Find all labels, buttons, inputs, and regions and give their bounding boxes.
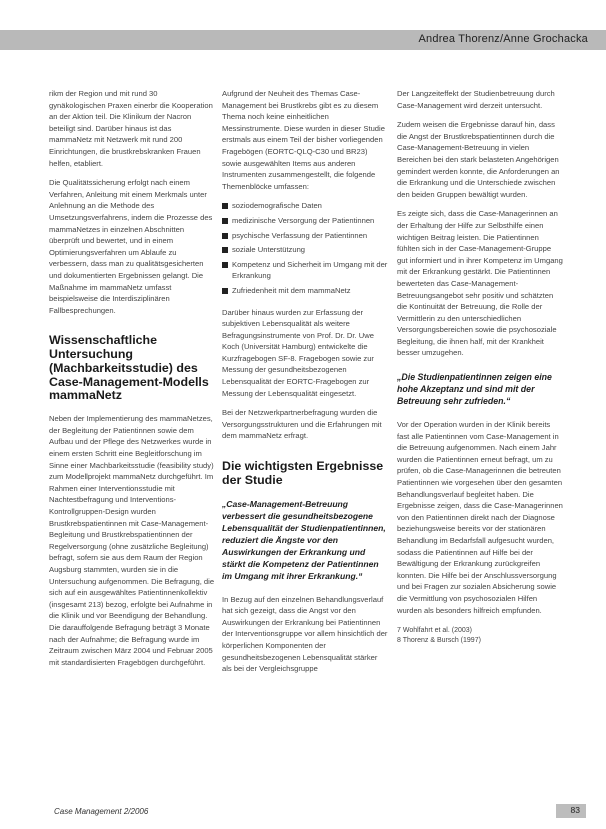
paragraph: Bei der Netzwerkpartnerbefragung wurden die Versorgungsstrukturen und die Erfahrungen mit dem mammaNetz erfragt.	[222, 408, 382, 441]
paragraph: Zudem weisen die Ergebnisse darauf hin, dass die Angst der Brustkrebspatientinnen durch die Case-Management-Betreuung in vielen Bereichen bei den stark belasteten Angehörigen gemindert werden konnte, die Anforderungen an die Erkrankung und die Unterschiede zwischen den beiden Gruppen bewältigt wurden.	[397, 120, 560, 199]
list-item: soziodemografische Daten	[222, 200, 388, 212]
paragraph: In Bezug auf den einzelnen Behandlungsverlauf hat sich gezeigt, dass die Angst vor den Auswirkungen der Erkrankung bei Patientinnen der Interventionsgruppe vor allem hinsichtlich der körperlichen Komponenten der gesundheitsbezogenen Lebensqualität stärker als bei der Vergleichsgruppe	[222, 594, 388, 674]
running-header-bar	[0, 30, 606, 50]
list-item: Kompetenz und Sicherheit im Umgang mit der Erkrankung	[222, 259, 388, 282]
text-column-1	[49, 88, 215, 676]
footnote: 8 Thorenz & Bursch (1997)	[397, 637, 481, 645]
section-heading: Wissenschaftliche Untersuchung (Machbarkeitsstudie) des Case-Management-Modells mammaNetz	[49, 333, 209, 403]
section-heading: Die wichtigsten Ergebnisse der Studie	[222, 459, 384, 487]
running-header-authors: Andrea Thorenz/Anne Grochacka	[418, 33, 588, 45]
text-column-3	[397, 88, 563, 646]
list-item: soziale Unterstützung	[222, 244, 388, 256]
footnote: 7 Wohlfahrt et al. (2003)	[397, 627, 472, 635]
paragraph: Der Langzeiteffekt der Studienbetreuung durch Case-Management wird derzeit untersucht.	[397, 89, 555, 110]
footer-journal-title: Case Management 2/2006	[54, 807, 149, 816]
paragraph: Vor der Operation wurden in der Klinik bereits fast alle Patientinnen vom Case-Management in die Betreuung aufgenommen. Nach einem Jahr wurden die Patientinnen erneut befragt, um zu prüfen, ob die Case-Managerinnen die betreuten Patientinnen wie vorgesehen über den gesamten Behandlungsverlauf begleitet haben. Die Ergebnisse zeigen, dass die Case-Managerinnen von den Patientinnen direkt nach der Diagnose beziehungsweise bereits vor der stationären Behandlung im Bedarfsfall aufgesucht wurden, sodass die Patientinnen auf Hilfe bei der Bewältigung der Erkrankung zurückgreifen konnten. Die Hilfe bei der Anschlussversorgung und bei Fragen zur sozialen Absicherung sowie die Vermittlung von psychosozialen Hilfen wurden als besonders hilfreich empfunden.	[397, 420, 563, 615]
paragraph: Die Qualitätssicherung erfolgt nach einem Verfahren, Anleitung mit einem Merkmals unter Anlehnung an die Methode des Umsetzungsverfahrens, indem die Prozesse des mammaNetzes in einzelnen Abschnitten überprüft und bewertet, und in einem Optimierungsverfahren um Ablaufe zu verbessern, dass man zu qualitätsgesicherten und dokumentierten Ergebnissen gelangt. Die Maßnahme im mammaNetz umfasst beispielsweise die Interdisziplinären Fallbesprechungen.	[49, 178, 213, 315]
page-number: 83	[570, 805, 580, 815]
paragraph: Es zeigte sich, dass die Case-Managerinnen an der Erhaltung der Hilfe zur Selbsthilfe einen wichtigen Beitrag leisten. Die Patientinnen fühlten sich in der Case-Management-Gruppe gut informiert und in ihrer Kompetenz im Umgang mit der Erkrankung gestärkt. Die Patientinnen bewerteten das Case-Management-Betreuungsangebot sehr positiv und schätzten die Kontinuität der Betreuung, die Rolle der Vermittlerin zu den unterschiedlichen Versorgungsbereichen sowie die psychosoziale Begleitung, die ihnen half, mit der Krankheit besser umzugehen.	[397, 209, 563, 358]
paragraph: Darüber hinaus wurden zur Erfassung der subjektiven Lebensqualität als weitere Befragungsinstrumente von Prof. Dr. Dr. Uwe Koch (Universität Hamburg) entwickelte die Kurzfragebogen SF-8. Fragebogen sowie zur Messung der gesundheitsbezogenen Lebensqualität der EORTC-Fragebogen zur Messung der Lebensqualität eingesetzt.	[222, 307, 374, 398]
list-item: Zufriedenheit mit dem mammaNetz	[222, 285, 388, 297]
pull-quote: „Die Studienpatientinnen zeigen eine hohe Akzeptanz und sind mit der Betreuung sehr zufrieden.“	[397, 372, 552, 407]
text-column-2	[222, 88, 388, 683]
callout-quote: „Case-Management-Betreuung verbessert die gesundheitsbezogene Lebensqualität der Studienpatientinnen, reduziert die Ängste vor den Auswirkungen der Erkrankung und stärkt die Kompetenz der Patientinnen im Umgang mit ihrer Erkrankung.“	[222, 498, 386, 581]
list-item: medizinische Versorgung der Patientinnen	[222, 215, 388, 227]
paragraph: Neben der Implementierung des mammaNetzes, der Begleitung der Patientinnen sowie dem Aufbau und der Pflege des Netzwerkes wurde in einem ersten Schritt eine Begleitforschung im Sinne einer Machbarkeitsstudie (feasibility study) zum Modellprojekt mammaNetz durchgeführt. Im Rahmen einer Interventionsstudie mit Nachtestbefragung und Interventions-Kontrollgruppen-Design wurden Brustkrebspatientinnen mit Case-Management-Begleitung und Brustkrebspatientinnen der Regelversorgung (ohne zusätzliche Begleitung) befragt, sofern sie aus dem Raum der Region Augsburg stammten, wurden sie in die Untersuchung aufgenommen. Die Befragung, die sich auf ein ausgewähltes Patientinnenkollektiv (insgesamt 213) bezog, erfolgte bei Aufnahme in die Klinik und vor Beendigung der Behandlung. Die darauffolgende Befragung beträgt 3 Monate nach der Aufnahme; die Befragung wurde im Zeitraum zwischen März 2004 und Februar 2005 mit standardisierten Fragebögen durchgeführt.	[49, 414, 215, 667]
paragraph: Aufgrund der Neuheit des Themas Case-Management bei Brustkrebs gibt es zu diesem Thema noch keine einheitlichen Messinstrumente. Diese wurden in dieser Studie erstmals aus einem Teil der bisher vorliegenden Fragebögen (EORTC-QLQ-C30 und BR23) sowie ausgewählten Items aus anderen Instrumenten zusammengestellt, die folgende Themenblöcke umfassen:	[222, 89, 385, 191]
page-number-box	[556, 804, 586, 818]
paragraph: rikm der Region und mit rund 30 gynäkologischen Praxen einerbr die Kooperation an der Aktion teil. Die Klinikum der Nacron beteiligt sind. Darüber hinaus ist das mammaNetz mit Netzwerk mit rund 200 Einrichtungen, die brustkrebskranken Frauen helfen, etabliert.	[49, 89, 213, 168]
footnotes	[397, 626, 563, 646]
list-item: psychische Verfassung der Patientinnen	[222, 230, 388, 242]
bullet-list	[222, 200, 388, 296]
